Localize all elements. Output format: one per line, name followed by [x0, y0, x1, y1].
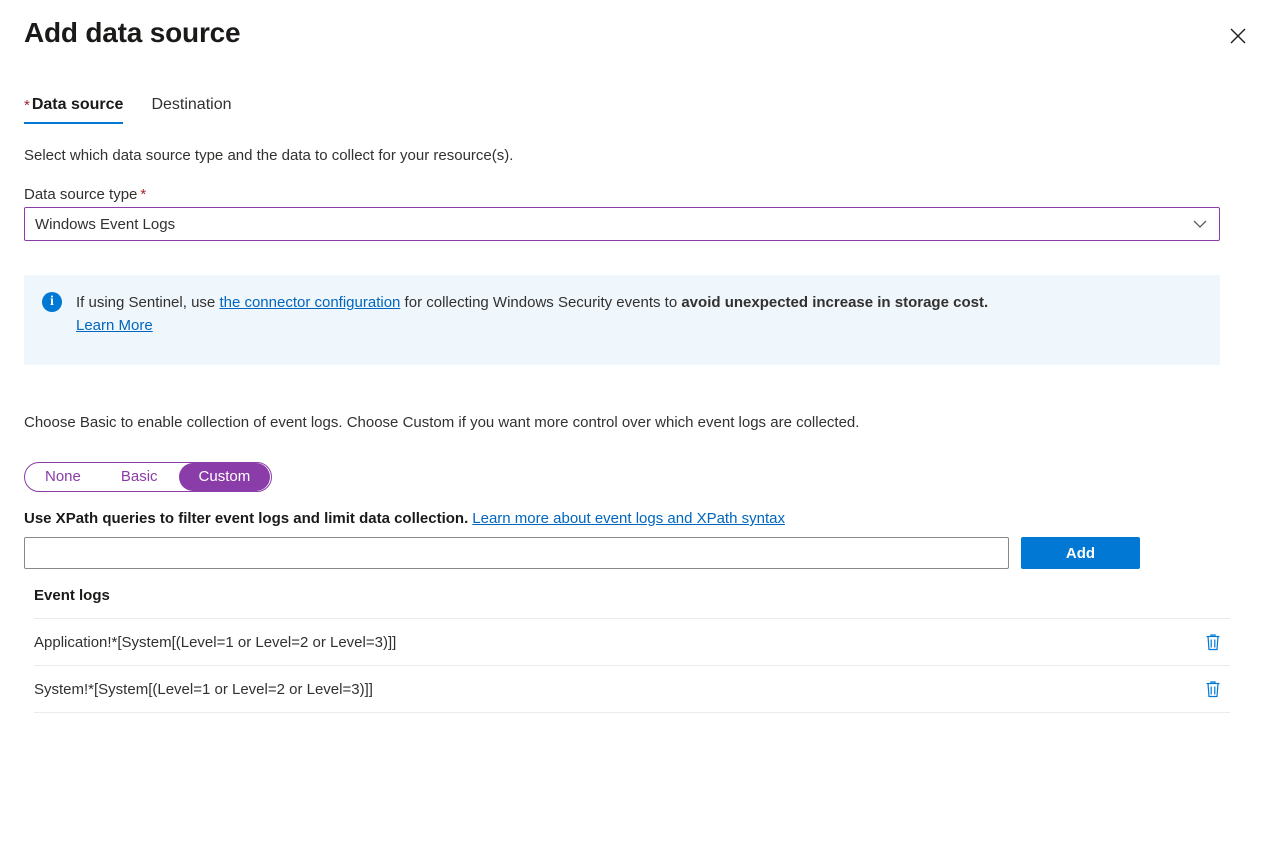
xpath-input-row	[24, 537, 1254, 569]
event-logs-column-header: Event logs	[34, 587, 1230, 619]
table-row	[34, 666, 1230, 713]
tab-list	[0, 96, 1278, 124]
tab-destination[interactable]	[151, 96, 231, 124]
trash-icon[interactable]	[1204, 679, 1230, 699]
intro-text: Select which data source type and the data to collect for your resource(s).	[24, 147, 514, 164]
event-log-query: Application!*[System[(Level=1 or Level=2 or Level=3)]]	[34, 633, 397, 651]
data-source-type-label-text: Data source type	[24, 186, 138, 203]
collection-mode-custom[interactable]: Custom	[179, 463, 271, 491]
info-text-bold: avoid unexpected increase in storage cost.	[681, 294, 989, 311]
xpath-query-input[interactable]	[24, 537, 1009, 569]
connector-configuration-link[interactable]: the connector configuration	[219, 294, 401, 311]
event-log-query: System!*[System[(Level=1 or Level=2 or Level=3)]]	[34, 680, 373, 698]
add-button[interactable]: Add	[1021, 537, 1140, 569]
tab-data-source-label: Data source	[31, 96, 124, 113]
tab-destination-label: Destination	[151, 96, 232, 113]
close-icon[interactable]	[1222, 20, 1254, 52]
required-asterisk: *	[140, 186, 147, 203]
xpath-learn-more-link[interactable]: Learn more about event logs and XPath syntax	[472, 510, 785, 527]
page-title: Add data source	[24, 17, 241, 48]
table-row	[34, 619, 1230, 666]
info-icon: i	[42, 292, 62, 312]
trash-icon[interactable]	[1204, 632, 1230, 652]
panel-body	[0, 146, 1278, 713]
xpath-instructions-text: Use XPath queries to filter event logs and limit data collection.	[24, 510, 469, 527]
event-logs-table	[34, 587, 1230, 713]
collection-mode-none[interactable]: None	[25, 463, 101, 491]
info-text-before: If using Sentinel, use	[76, 294, 220, 311]
data-source-type-label	[24, 186, 1254, 203]
chevron-down-icon	[1191, 215, 1209, 233]
tab-data-source[interactable]	[24, 96, 123, 124]
learn-more-link[interactable]: Learn More	[76, 317, 153, 334]
choose-collection-text: Choose Basic to enable collection of event logs. Choose Custom if you want more control over which event logs are collected.	[24, 414, 860, 431]
required-asterisk: *	[24, 97, 30, 114]
xpath-instructions	[24, 510, 1254, 527]
data-source-type-select[interactable]	[24, 207, 1220, 241]
data-source-type-value: Windows Event Logs	[35, 215, 176, 233]
data-source-type-dropdown[interactable]	[24, 207, 1220, 241]
panel-header	[0, 0, 1278, 52]
sentinel-info-bar	[24, 275, 1220, 365]
info-bar-text	[76, 291, 988, 337]
collection-mode-toggle[interactable]	[24, 462, 272, 492]
info-text-after: for collecting Windows Security events to	[400, 294, 682, 311]
collection-mode-basic[interactable]: Basic	[101, 463, 178, 491]
